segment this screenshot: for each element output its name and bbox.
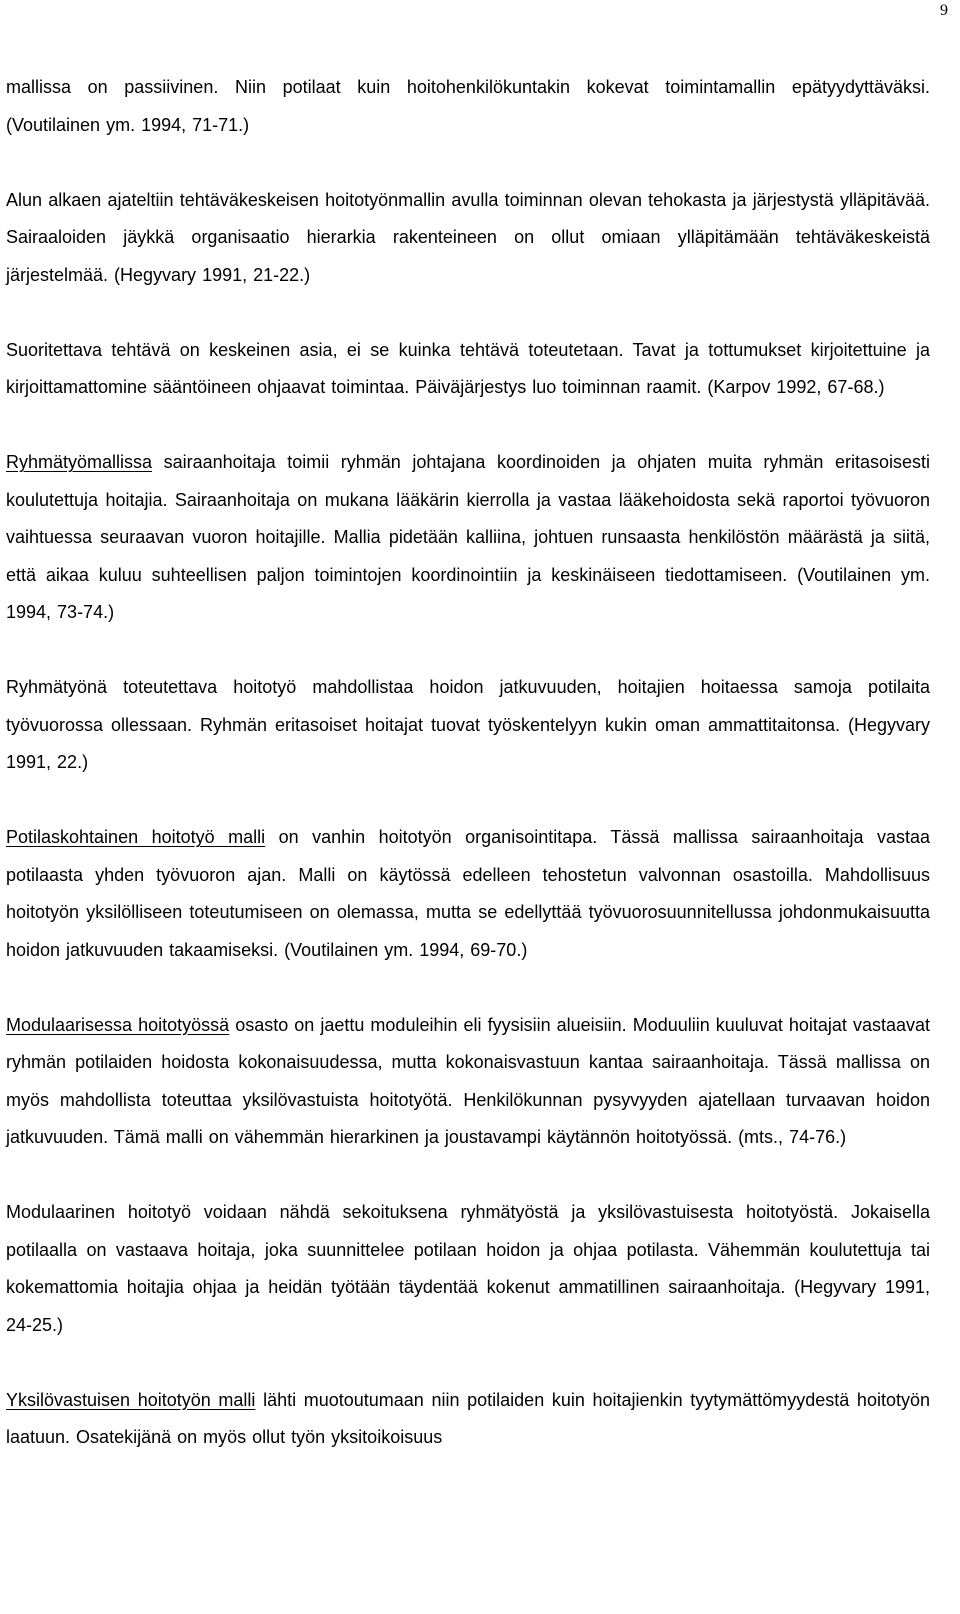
- term-underlined: Potilaskohtainen hoitotyö malli: [6, 827, 266, 847]
- paragraph-text: on vanhin hoitotyön organisointitapa. Tässä mallissa sairaanhoitaja vastaa potilaasta yhden työvuoron ajan. Malli on käytössä edelleen tehostetun valvonnan osastoilla. Mahdollisuus hoitotyön yksilölliseen toteutumiseen on olemassa, mutta se edellyttää työvuorosuunnitellussa johdonmukaisuutta hoidon jatkuvuuden takaamiseksi. (Voutilainen ym. 1994, 69-70.): [6, 827, 930, 960]
- paragraph-task-routine: [6, 332, 930, 407]
- paragraph-primary-nursing-model: [6, 1382, 930, 1457]
- paragraph-text: Modulaarinen hoitotyö voidaan nähdä sekoituksena ryhmätyöstä ja yksilövastuisesta hoitotyöstä. Jokaisella potilaalla on vastaava hoitaja, joka suunnittelee potilaan hoidon ja ohjaa potilasta. Vähemmän koulutettuja tai kokemattomia hoitajia ohjaa ja heidän työtään täydentää kokenut ammatillinen sairaanhoitaja. (Hegyvary 1991, 24-25.): [6, 1202, 930, 1335]
- term-underlined: Modulaarisessa hoitotyössä: [6, 1014, 230, 1035]
- paragraph-patient-specific-model: [6, 819, 930, 969]
- paragraph-text: lähti muotoutumaan niin potilaiden kuin hoitajienkin tyytymättömyydestä hoitotyön laatuun. Osatekijänä on myös ollut työn yksitoikoisuus: [6, 1389, 930, 1447]
- paragraph-team-continuity: [6, 669, 930, 782]
- page-number: 9: [940, 2, 948, 19]
- term-underlined: Yksilövastuisen hoitotyön malli: [6, 1389, 256, 1410]
- paragraph-modular-model: [6, 1007, 930, 1157]
- paragraph-text: osasto on jaettu moduleihin eli fyysisiin alueisiin. Moduuliin kuuluvat hoitajat vastaavat ryhmän potilaiden hoidosta kokonaisuudessa, mutta kokonaisvastuun kantaa sairaanhoitaja. Tässä mallissa on myös mahdollista toteuttaa yksilövastuista hoitotyötä. Henkilökunnan pysyvyyden ajatellaan turvaavan hoidon jatkuvuuden. Tämä malli on vähemmän hierarkinen ja joustavampi käytännön hoitotyössä. (mts., 74-76.): [6, 1014, 931, 1147]
- paragraph-modular-mixture: [6, 1194, 930, 1344]
- paragraph-task-centered-model: [6, 182, 930, 295]
- term-underlined: Ryhmätyömallissa: [6, 452, 153, 472]
- paragraph-text: Ryhmätyönä toteutettava hoitotyö mahdollistaa hoidon jatkuvuuden, hoitajien hoitaessa samoja potilaita työvuorossa ollessaan. Ryhmän eritasoiset hoitajat tuovat työskentelyyn kukin oman ammattitaitonsa. (Hegyvary 1991, 22.): [6, 677, 930, 772]
- paragraph-text: mallissa on passiivinen. Niin potilaat kuin hoitohenkilökuntakin kokevat toimintamallin epätyydyttäväksi. (Voutilainen ym. 1994, 71-71.): [6, 77, 930, 135]
- paragraph-text: sairaanhoitaja toimii ryhmän johtajana koordinoiden ja ohjaten muita ryhmän eritasoisesti koulutettuja hoitajia. Sairaanhoitaja on mukana lääkärin kierrolla ja vastaa lääkehoidosta sekä raportoi työvuoron vaihtuessa seuraavan vuoron hoitajille. Mallia pidetään kalliina, johtuen runsaasta henkilöstön määrästä ja siitä, että aikaa kuluu suhteellisen paljon toimintojen koordinointiin ja keskinäiseen tiedottamiseen. (Voutilainen ym. 1994, 73-74.): [6, 452, 930, 622]
- paragraph-intro-continuation: [6, 69, 930, 144]
- paragraph-team-model: [6, 444, 930, 632]
- document-body: [6, 69, 930, 1457]
- paragraph-text: Alun alkaen ajateltiin tehtäväkeskeisen hoitotyönmallin avulla toiminnan olevan tehokasta ja järjestystä ylläpitävää. Sairaaloiden jäykkä organisaatio hierarkia rakenteineen on ollut omiaan ylläpitämään tehtäväkeskeistä järjestelmää. (Hegyvary 1991, 21-22.): [6, 189, 930, 285]
- paragraph-text: Suoritettava tehtävä on keskeinen asia, ei se kuinka tehtävä toteutetaan. Tavat ja tottumukset kirjoitettuine ja kirjoittamattomine sääntöineen ohjaavat toimintaa. Päiväjärjestys luo toiminnan raamit. (Karpov 1992, 67-68.): [6, 339, 930, 397]
